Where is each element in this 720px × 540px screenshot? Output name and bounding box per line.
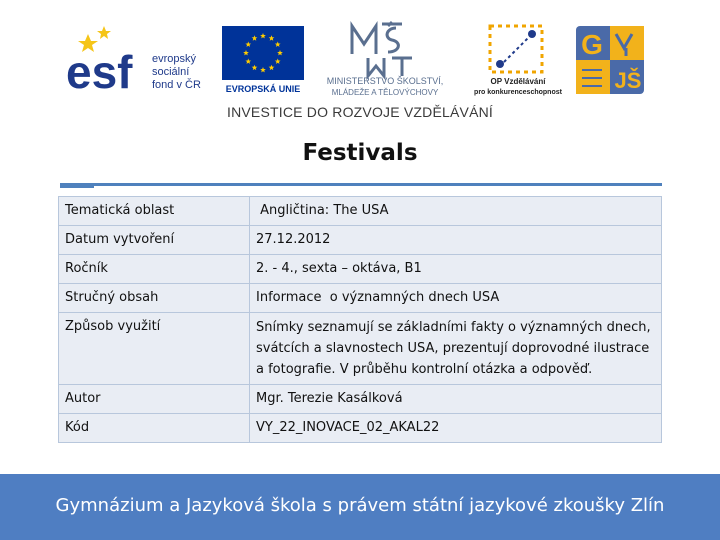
footer-bar	[0, 474, 720, 540]
investice-slogan: INVESTICE DO ROZVOJE VZDĚLÁVÁNÍ	[226, 104, 494, 120]
esf-line2: sociální	[152, 66, 190, 78]
footer-school-name: Gymnázium a Jazyková škola s právem státní jazykové zkoušky Zlín	[55, 495, 665, 516]
row-label: Ročník	[59, 255, 250, 284]
row-label: Autor	[59, 385, 250, 414]
esf-line1: evropský	[152, 53, 197, 65]
gjs-bottom: JŠ	[614, 68, 642, 93]
row-value: Mgr. Terezie Kasálková	[250, 385, 662, 414]
row-value: Informace o významných dnech USA	[250, 284, 662, 313]
page-title: Festivals	[302, 140, 418, 166]
table-row	[59, 255, 662, 284]
op-vzdelavani-logo	[472, 22, 564, 98]
table-row	[59, 414, 662, 443]
msmt-logo	[310, 18, 460, 100]
row-label: Tematická oblast	[59, 197, 250, 226]
row-value: Snímky seznamují se základními fakty o významných dnech, svátcích a slavnostech USA, prezentují doprovodné ilustrace a fotografie. V průběhu kontrolní otázka a odpověď.	[250, 313, 662, 385]
op-line2: pro konkurenceschopnost	[474, 89, 562, 96]
metadata-table	[58, 196, 662, 443]
eu-label: EVROPSKÁ UNIE	[225, 84, 301, 94]
table-row	[59, 313, 662, 385]
table-row	[59, 284, 662, 313]
msmt-line2: MLÁDEŽE A TĚLOVÝCHOVY	[331, 88, 439, 97]
op-line1: OP Vzdělávání	[490, 77, 546, 86]
row-value: 2. - 4., sexta – oktáva, B1	[250, 255, 662, 284]
msmt-emblem-icon	[352, 22, 412, 76]
row-label: Kód	[59, 414, 250, 443]
row-value: 27.12.2012	[250, 226, 662, 255]
row-value: VY_22_INOVACE_02_AKAL22	[250, 414, 662, 443]
esf-logo	[66, 22, 206, 98]
esf-line3: fond v ČR	[152, 79, 201, 91]
table-row	[59, 197, 662, 226]
accent-rule-tab	[60, 186, 94, 188]
msmt-line1: MINISTERSTVO ŠKOLSTVÍ,	[326, 76, 444, 86]
gjs-school-logo	[574, 24, 646, 96]
table-row	[59, 385, 662, 414]
row-value: Angličtina: The USA	[250, 197, 662, 226]
esf-mark: esf	[66, 46, 133, 98]
gjs-top: G	[581, 29, 603, 60]
row-label: Způsob využití	[59, 313, 250, 385]
accent-rule	[60, 183, 662, 186]
table-row	[59, 226, 662, 255]
row-label: Stručný obsah	[59, 284, 250, 313]
row-label: Datum vytvoření	[59, 226, 250, 255]
eu-flag-logo	[220, 24, 306, 96]
